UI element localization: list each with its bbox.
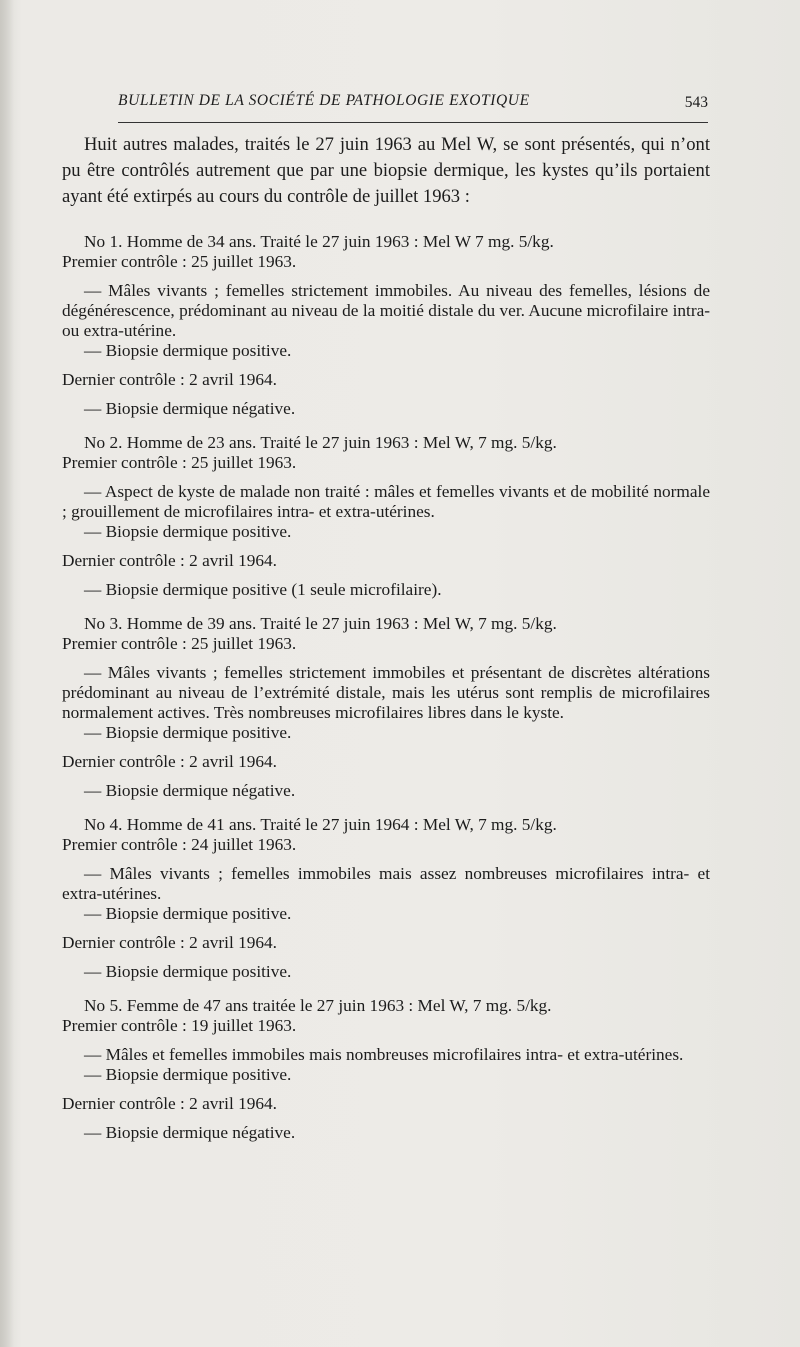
observation: — Mâles vivants ; femelles immobiles mais assez nombreuses microfilaires intra- et extra-utérines. xyxy=(62,864,710,903)
case-3 xyxy=(62,614,710,801)
first-biopsy: — Biopsie dermique positive. xyxy=(84,723,292,742)
last-control: Dernier contrôle : 2 avril 1964. xyxy=(62,752,277,771)
last-control: Dernier contrôle : 2 avril 1964. xyxy=(62,551,277,570)
header-rule xyxy=(118,122,708,123)
case-heading: No 4. Homme de 41 ans. Traité le 27 juin 1964 : Mel W, 7 mg. 5/kg. xyxy=(84,815,557,834)
binding-edge xyxy=(0,0,14,1347)
last-biopsy: — Biopsie dermique négative. xyxy=(84,1123,296,1142)
last-biopsy: — Biopsie dermique négative. xyxy=(84,399,296,418)
first-control: Premier contrôle : 25 juillet 1963. xyxy=(62,252,297,271)
case-5 xyxy=(62,996,710,1143)
first-biopsy: — Biopsie dermique positive. xyxy=(84,1065,292,1084)
last-biopsy: — Biopsie dermique positive. xyxy=(84,962,292,981)
case-4 xyxy=(62,815,710,982)
case-1 xyxy=(62,232,710,419)
first-biopsy: — Biopsie dermique positive. xyxy=(84,522,292,541)
article-body xyxy=(62,132,710,1143)
intro-paragraph: Huit autres malades, traités le 27 juin 1963 au Mel W, se sont présentés, qui n’ont pu être contrôlés autrement que par une biopsie dermique, les kystes qu’ils portaient ayant été extirpés au cours du contrôle de juillet 1963 : xyxy=(62,134,710,207)
last-control: Dernier contrôle : 2 avril 1964. xyxy=(62,370,277,389)
last-control: Dernier contrôle : 2 avril 1964. xyxy=(62,1094,277,1113)
first-control: Premier contrôle : 25 juillet 1963. xyxy=(62,634,297,653)
case-2 xyxy=(62,433,710,600)
last-control: Dernier contrôle : 2 avril 1964. xyxy=(62,933,277,952)
running-header xyxy=(118,92,708,116)
first-control: Premier contrôle : 19 juillet 1963. xyxy=(62,1016,297,1035)
case-heading: No 3. Homme de 39 ans. Traité le 27 juin 1963 : Mel W, 7 mg. 5/kg. xyxy=(84,614,557,633)
observation: — Mâles vivants ; femelles strictement immobiles et présentant de discrètes altérations prédominant au niveau de l’extrémité distale, mais les utérus sont remplis de microfilaires normalement actives. Très nombreuses microfilaires libres dans le kyste. xyxy=(62,663,710,722)
observation: — Mâles et femelles immobiles mais nombreuses microfilaires intra- et extra-utérines. xyxy=(84,1045,684,1064)
first-control: Premier contrôle : 25 juillet 1963. xyxy=(62,453,297,472)
last-biopsy: — Biopsie dermique positive (1 seule microfilaire). xyxy=(84,580,442,599)
journal-title: BULLETIN DE LA SOCIÉTÉ DE PATHOLOGIE EXOTIQUE xyxy=(118,92,530,109)
observation: — Aspect de kyste de malade non traité : mâles et femelles vivants et de mobilité normale ; grouillement de microfilaires intra- et extra-utérines. xyxy=(62,482,710,521)
case-heading: No 1. Homme de 34 ans. Traité le 27 juin 1963 : Mel W 7 mg. 5/kg. xyxy=(84,232,554,251)
first-biopsy: — Biopsie dermique positive. xyxy=(84,341,292,360)
case-heading: No 5. Femme de 47 ans traitée le 27 juin 1963 : Mel W, 7 mg. 5/kg. xyxy=(84,996,552,1015)
observation: — Mâles vivants ; femelles strictement immobiles. Au niveau des femelles, lésions de dégénérescence, prédominant au niveau de la moitié distale du ver. Aucune microfilaire intra- ou extra-utérine. xyxy=(62,281,710,340)
first-biopsy: — Biopsie dermique positive. xyxy=(84,904,292,923)
page-number: 543 xyxy=(684,94,708,111)
case-heading: No 2. Homme de 23 ans. Traité le 27 juin 1963 : Mel W, 7 mg. 5/kg. xyxy=(84,433,557,452)
first-control: Premier contrôle : 24 juillet 1963. xyxy=(62,835,297,854)
last-biopsy: — Biopsie dermique négative. xyxy=(84,781,296,800)
